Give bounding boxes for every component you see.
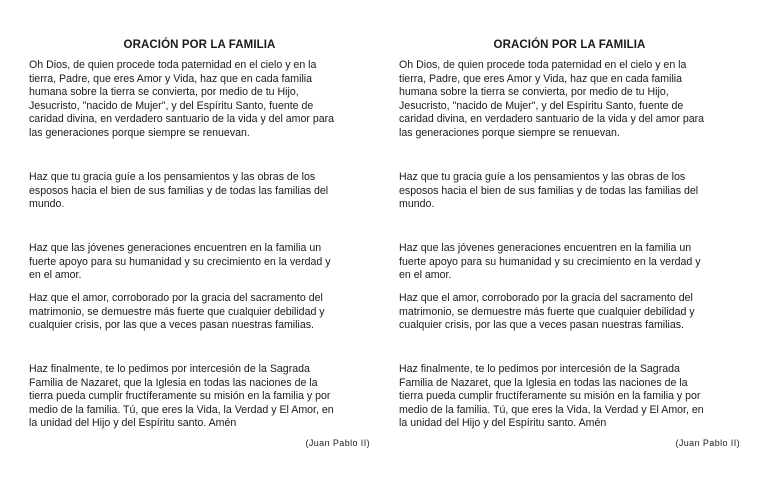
prayer-paragraph-3: Haz que las jóvenes generaciones encuentren en la familia un fuerte apoyo para su humanidad y su crecimiento en la verdad y en el amor. [29, 242, 331, 282]
prayer-paragraph-5: Haz finalmente, te lo pedimos por intercesión de la Sagrada Familia de Nazaret, que la Iglesia en todas las naciones de la tierra pueda cumplir fructíferamente su misión en la familia y por medio de la familia. Tú, que eres la Vida, la Verdad y El Amor, en la unidad del Hijo y del Espíritu santo. Amén [29, 363, 334, 430]
prayer-card-left [27, 0, 372, 503]
prayer-signature: (Juan Pablo II) [675, 438, 740, 448]
prayer-paragraph-4: Haz que el amor, corroborado por la gracia del sacramento del matrimonio, se demuestre más fuerte que cualquier debilidad y cualquier crisis, por las que a veces pasan nuestras familias. [399, 292, 695, 332]
prayer-title: ORACIÓN POR LA FAMILIA [493, 39, 646, 51]
prayer-card-right [397, 0, 742, 503]
prayer-signature: (Juan Pablo II) [305, 438, 370, 448]
prayer-paragraph-5: Haz finalmente, te lo pedimos por intercesión de la Sagrada Familia de Nazaret, que la Iglesia en todas las naciones de la tierra pueda cumplir fructíferamente su misión en la familia y por medio de la familia. Tú, que eres la Vida, la Verdad y El Amor, en la unidad del Hijo y del Espíritu santo. Amén [399, 363, 704, 430]
prayer-paragraph-1: Oh Dios, de quien procede toda paternidad en el cielo y en la tierra, Padre, que eres Amor y Vida, haz que en cada familia humana sobre la tierra se convierta, por medio de tu Hijo, Jesucristo, "nacido de Mujer", y del Espíritu Santo, fuente de caridad divina, en verdadero santuario de la vida y del amor para las generaciones porque siempre se renuevan. [399, 59, 705, 139]
prayer-title: ORACIÓN POR LA FAMILIA [123, 39, 276, 51]
prayer-paragraph-2: Haz que tu gracia guíe a los pensamientos y las obras de los esposos hacia el bien de sus familias y de todas las familias del mundo. [399, 171, 699, 211]
prayer-paragraph-3: Haz que las jóvenes generaciones encuentren en la familia un fuerte apoyo para su humanidad y su crecimiento en la verdad y en el amor. [399, 242, 701, 282]
prayer-paragraph-4: Haz que el amor, corroborado por la gracia del sacramento del matrimonio, se demuestre más fuerte que cualquier debilidad y cualquier crisis, por las que a veces pasan nuestras familias. [29, 292, 325, 332]
prayer-paragraph-2: Haz que tu gracia guíe a los pensamientos y las obras de los esposos hacia el bien de sus familias y de todas las familias del mundo. [29, 171, 329, 211]
prayer-paragraph-1: Oh Dios, de quien procede toda paternidad en el cielo y en la tierra, Padre, que eres Amor y Vida, haz que en cada familia humana sobre la tierra se convierta, por medio de tu Hijo, Jesucristo, "nacido de Mujer", y del Espíritu Santo, fuente de caridad divina, en verdadero santuario de la vida y del amor para las generaciones porque siempre se renuevan. [29, 59, 335, 139]
